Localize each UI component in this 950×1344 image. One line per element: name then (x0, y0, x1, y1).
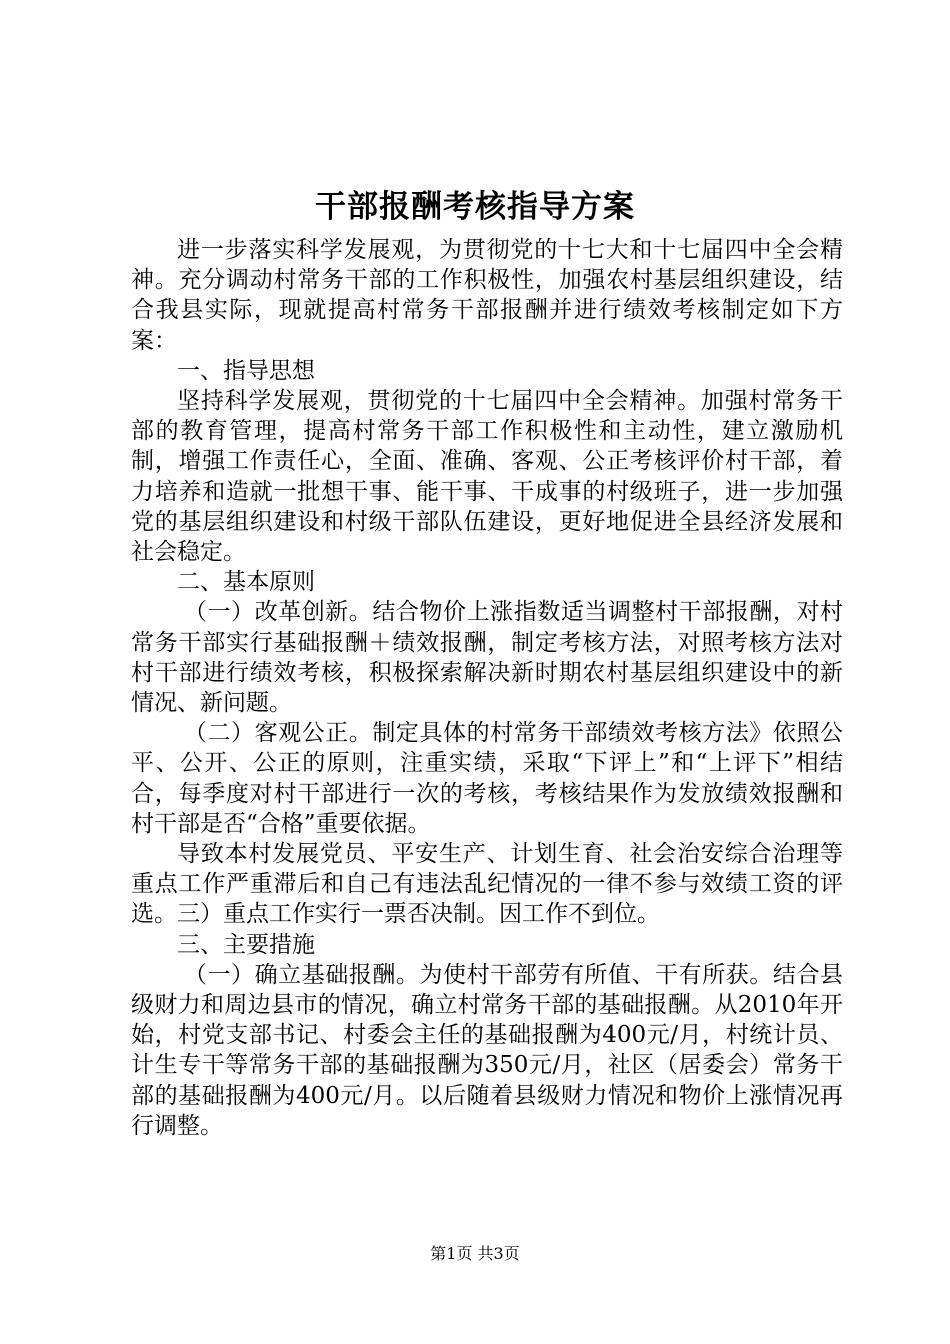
document-body (131, 235, 843, 1141)
principle-objective-paragraph: （二）客观公正。制定具体的村常务干部绩效考核方法》依照公平、公开、公正的原则，注重实绩，采取“下评上”和“上评下”相结合，每季度对村干部进行一次的考核，考核结果作为发放绩效报酬和村干部是否“合格”重要依据。 (131, 720, 843, 837)
measure-base-pay-paragraph: （一）确立基础报酬。为使村干部劳有所值、干有所获。结合县级财力和周边县市的情况，确立村常务干部的基础报酬。从2010年开始，村党支部书记、村委会主任的基础报酬为400元/月，村统计员、计生专干等常务干部的基础报酬为350元/月，社区（居委会）常务干部的基础报酬为400元/月。以后随着县级财力情况和物价上涨情况再行调整。 (131, 961, 843, 1139)
guiding-ideology-paragraph: 坚持科学发展观，贯彻党的十七届四中全会精神。加强村常务干部的教育管理，提高村常务干部工作积极性和主动性，建立激励机制，增强工作责任心，全面、准确、客观、公正考核评价村干部，着力培养和造就一批想干事、能干事、干成事的村级班子，进一步加强党的基层组织建设和村级干部队伍建设，更好地促进全县经济发展和社会稳定。 (131, 388, 843, 566)
section-heading-main-measures: 三、主要措施 (177, 931, 315, 958)
section-heading-guiding-ideology: 一、指导思想 (177, 357, 315, 384)
principle-reform-paragraph: （一）改革创新。结合物价上涨指数适当调整村干部报酬，对村常务干部实行基础报酬＋绩效报酬，制定考核方法，对照考核方法对村干部进行绩效考核，积极探索解决新时期农村基层组织建设中的新情况、新问题。 (131, 599, 843, 717)
intro-paragraph: 进一步落实科学发展观，为贯彻党的十七大和十七届四中全会精神。充分调动村常务干部的工作积极性，加强农村基层组织建设，结合我县实际，现就提高村常务干部报酬并进行绩效考核制定如下方案： (131, 237, 843, 354)
section-heading-basic-principles: 二、基本原则 (177, 569, 315, 596)
page-footer: 第1页 共3页 (430, 1244, 520, 1263)
veto-paragraph: 导致本村发展党员、平安生产、计划生育、社会治安综合治理等重点工作严重滞后和自己有违法乱纪情况的一律不参与效绩工资的评选。三）重点工作实行一票否决制。因工作不到位。 (131, 841, 843, 928)
document-title: 干部报酬考核指导方案 (315, 189, 635, 225)
